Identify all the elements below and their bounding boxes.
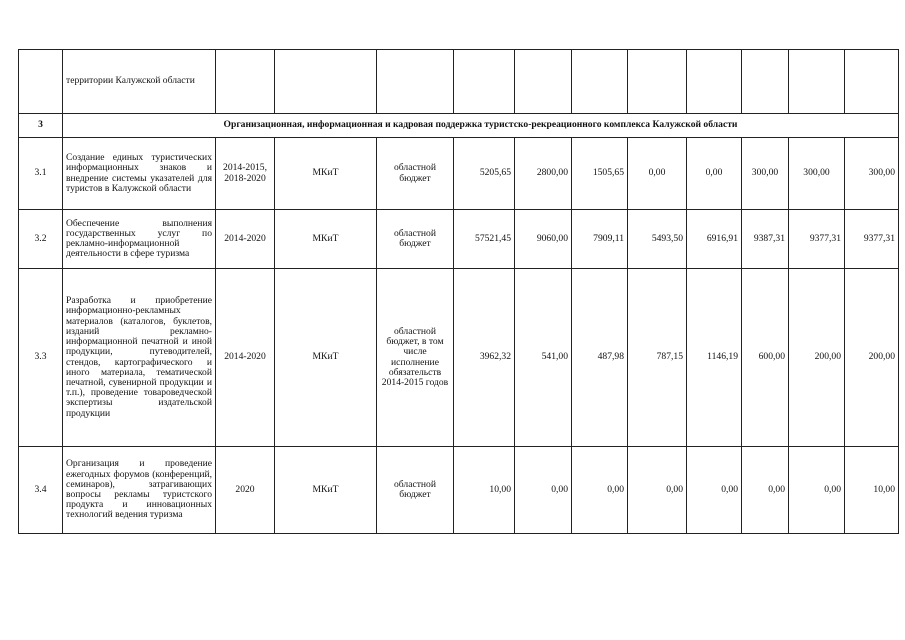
funding-source-cell: областной бюджет [377, 210, 454, 269]
total-cell: 3962,32 [454, 269, 515, 447]
executor-cell: МКиТ [275, 138, 377, 210]
table-row [19, 447, 899, 534]
year-2014-cell: 9060,00 [515, 210, 572, 269]
period-cell: 2020 [216, 447, 275, 534]
row-number-cell: 3.2 [19, 210, 63, 269]
executor-cell: МКиТ [275, 210, 377, 269]
executor-cell: МКиТ [275, 447, 377, 534]
year-2017-cell: 6916,91 [687, 210, 742, 269]
year-2015-cell: 1505,65 [572, 138, 628, 210]
year-2020-cell: 200,00 [845, 269, 899, 447]
measure-name-cell: Организация и проведение ежегодных форумов (конференций, семинаров), затрагивающих вопросы рекламы туристского продукта и инновационных технологий ведения туризма [63, 447, 216, 534]
period-cell: 2014-2020 [216, 269, 275, 447]
section-header-row [19, 114, 899, 138]
year-2019-cell: 200,00 [789, 269, 845, 447]
funding-source-cell: областной бюджет, в том числе исполнение обязательств 2014-2015 годов [377, 269, 454, 447]
program-measures-table [18, 49, 899, 534]
measure-name-cell: территории Калужской области [63, 50, 216, 114]
funding-source-cell: областной бюджет [377, 447, 454, 534]
year-2015-cell: 7909,11 [572, 210, 628, 269]
period-cell: 2014-2015, 2018-2020 [216, 138, 275, 210]
year-2019-cell: 300,00 [789, 138, 845, 210]
year-2018-cell: 9387,31 [742, 210, 789, 269]
table-row [19, 269, 899, 447]
year-2019-cell: 9377,31 [789, 210, 845, 269]
year-2017-cell: 1146,19 [687, 269, 742, 447]
year-2014-cell: 0,00 [515, 447, 572, 534]
year-2018-cell: 0,00 [742, 447, 789, 534]
year-2018-cell: 600,00 [742, 269, 789, 447]
measure-name-cell: Обеспечение выполнения государственных услуг по рекламно-информационной деятельности в сфере туризма [63, 210, 216, 269]
row-number-cell: 3.3 [19, 269, 63, 447]
section-title: Организационная, информационная и кадровая поддержка туристско-рекреационного комплекса Калужской области [63, 114, 899, 138]
year-2017-cell: 0,00 [687, 447, 742, 534]
year-2015-cell: 487,98 [572, 269, 628, 447]
year-2017-cell: 0,00 [687, 138, 742, 210]
period-cell: 2014-2020 [216, 210, 275, 269]
total-cell: 57521,45 [454, 210, 515, 269]
funding-source-cell: областной бюджет [377, 138, 454, 210]
row-number-cell: 3.1 [19, 138, 63, 210]
table-row [19, 138, 899, 210]
measure-name-cell: Разработка и приобретение информационно-рекламных материалов (каталогов, буклетов, изданий рекламно-информационной печатной и иной продукции, путеводителей, стендов, картографического и иного материала, тематической печатной, сувенирной продукции и т.п.), проведение товароведческой экспертизы издательской продукции [63, 269, 216, 447]
year-2020-cell: 9377,31 [845, 210, 899, 269]
row-number-cell: 3.4 [19, 447, 63, 534]
year-2016-cell: 5493,50 [628, 210, 687, 269]
total-cell: 5205,65 [454, 138, 515, 210]
year-2016-cell: 0,00 [628, 138, 687, 210]
year-2016-cell: 0,00 [628, 447, 687, 534]
executor-cell: МКиТ [275, 269, 377, 447]
year-2019-cell: 0,00 [789, 447, 845, 534]
year-2020-cell: 10,00 [845, 447, 899, 534]
table-row [19, 50, 899, 114]
year-2014-cell: 2800,00 [515, 138, 572, 210]
measure-name-cell: Создание единых туристических информационных знаков и внедрение системы указателей для туристов в Калужской области [63, 138, 216, 210]
row-number-cell [19, 50, 63, 114]
table-row [19, 210, 899, 269]
total-cell: 10,00 [454, 447, 515, 534]
year-2015-cell: 0,00 [572, 447, 628, 534]
year-2014-cell: 541,00 [515, 269, 572, 447]
section-number: 3 [19, 114, 63, 138]
year-2016-cell: 787,15 [628, 269, 687, 447]
year-2020-cell: 300,00 [845, 138, 899, 210]
year-2018-cell: 300,00 [742, 138, 789, 210]
